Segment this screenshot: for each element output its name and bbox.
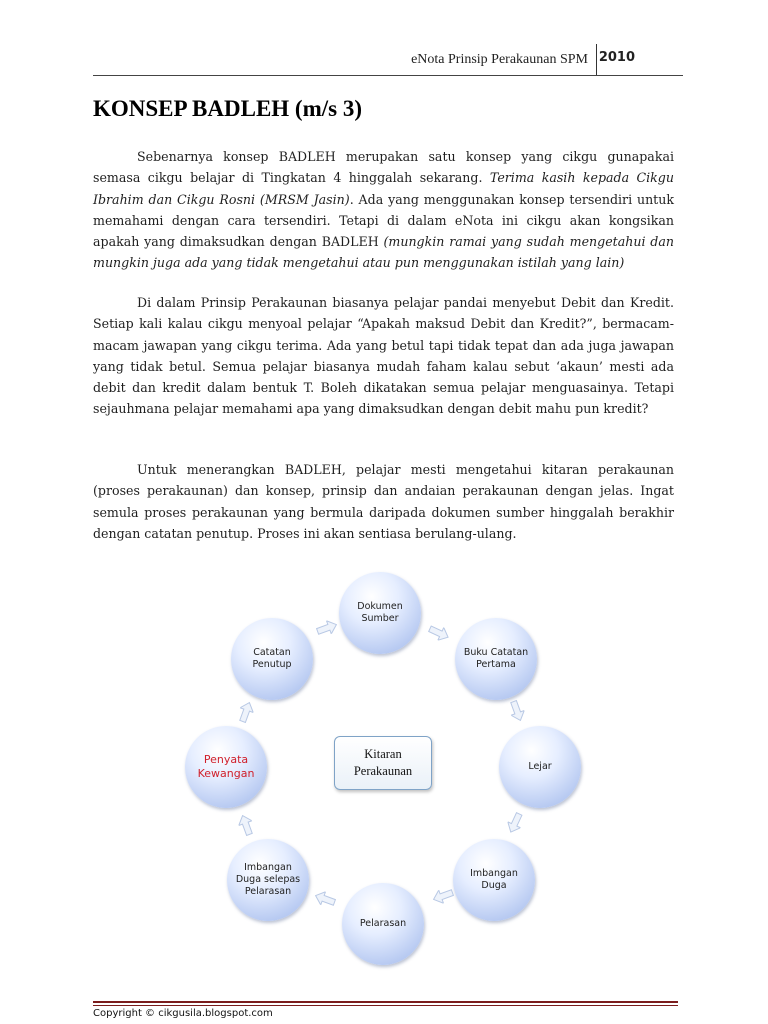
cycle-step-dokumen-sumber <box>339 572 421 654</box>
header-separator <box>596 44 597 76</box>
cycle-arrow-icon <box>236 812 257 837</box>
p2-text: Di dalam Prinsip Perakaunan biasanya pelajar pandai menyebut Debit dan Kredit. Setiap kali kalau cikgu menyoal pelajar “Apakah maksud Debit dan Kredit?”, bermacam-macam jawapan yang cikgu terima. Ada yang betul tapi tidak tepat dan ada juga jawapan yang tidak betul. Semua pelajar biasanya mudah faham kalau sebut ‘akaun’ mesti ada debit dan kredit dalam bentuk T. Boleh dikatakan semua pelajar menguasainya. Tetapi sejauhmana pelajar memahami apa yang dimaksudkan dengan debit mahu pun kredit? <box>93 295 674 417</box>
header-title: eNota Prinsip Perakaunan SPM <box>411 52 588 67</box>
cycle-arrow-icon <box>236 699 257 724</box>
cycle-step-label: Imbangan Duga <box>470 868 518 891</box>
cycle-step-buku-catatan-pertama <box>455 618 537 700</box>
paragraph-1 <box>93 146 674 274</box>
cycle-step-label: Buku Catatan Pertama <box>463 647 529 670</box>
cycle-arrow-icon <box>507 698 528 723</box>
header-rule <box>93 75 683 76</box>
paragraph-3 <box>93 459 674 544</box>
cycle-step-label: Penyata Kewangan <box>197 753 255 780</box>
cycle-step-label: Dokumen Sumber <box>357 601 403 624</box>
page-header <box>93 44 683 76</box>
cycle-center-label <box>334 736 432 790</box>
p1-text-a: Sebenarnya konsep BADLEH merupakan satu konsep yang cikgu gunapakai semasa cikgu belajar di Tingkatan 4 hinggalah sekarang. <box>93 149 674 186</box>
cycle-arrow-icon <box>314 618 339 639</box>
cycle-arrow-icon <box>504 810 526 836</box>
cycle-arrow-icon <box>312 889 337 910</box>
p1-italic-b: (mungkin ramai yang sudah mengetahui dan mungkin juga ada yang tidak mengetahui atau pun menggunakan istilah yang lain) <box>93 234 674 271</box>
cycle-step-pelarasan <box>342 883 424 965</box>
header-year: 2010 <box>598 50 635 65</box>
accounting-cycle-diagram <box>180 566 560 956</box>
footer-rule-thin <box>93 1005 678 1006</box>
cycle-step-label: Pelarasan <box>359 918 407 929</box>
cycle-step-lejar <box>499 726 581 808</box>
footer-copyright: Copyright © cikgusila.blogspot.com <box>93 1008 273 1019</box>
cycle-arrow-icon <box>430 886 455 907</box>
cycle-step-penyata-kewangan <box>185 726 267 808</box>
page-heading: KONSEP BADLEH (m/s 3) <box>93 96 363 121</box>
paragraph-2 <box>93 292 674 420</box>
cycle-step-label: Imbangan Duga selepas Pelarasan <box>235 862 301 897</box>
cycle-arrow-icon <box>426 622 452 644</box>
cycle-step-imbangan-duga-selepas-pelarasan <box>227 839 309 921</box>
cycle-step-label: Catatan Penutup <box>252 647 292 670</box>
footer-rule <box>93 1001 678 1003</box>
cycle-step-catatan-penutup <box>231 618 313 700</box>
p3-text: Untuk menerangkan BADLEH, pelajar mesti mengetahui kitaran perakaunan (proses perakaunan) dan konsep, prinsip dan andaian perakaunan dengan jelas. Ingat semula proses perakaunan yang bermula daripada dokumen sumber hinggalah berakhir dengan catatan penutup. Proses ini akan sentiasa berulang-ulang. <box>93 462 674 541</box>
cycle-step-label: Lejar <box>528 761 552 772</box>
cycle-step-imbangan-duga <box>453 839 535 921</box>
p1-italic-a: Terima kasih kepada Cikgu Ibrahim dan Cikgu Rosni (MRSM Jasin) <box>93 170 674 207</box>
p1-text-b: . Ada yang menggunakan konsep tersendiri untuk memahami dengan cara tersendiri. Tetapi di dalam eNota ini cikgu akan kongsikan apakah yang dimaksudkan dengan BADLEH <box>93 191 674 250</box>
cycle-center-text: Kitaran Perakaunan <box>353 747 413 778</box>
